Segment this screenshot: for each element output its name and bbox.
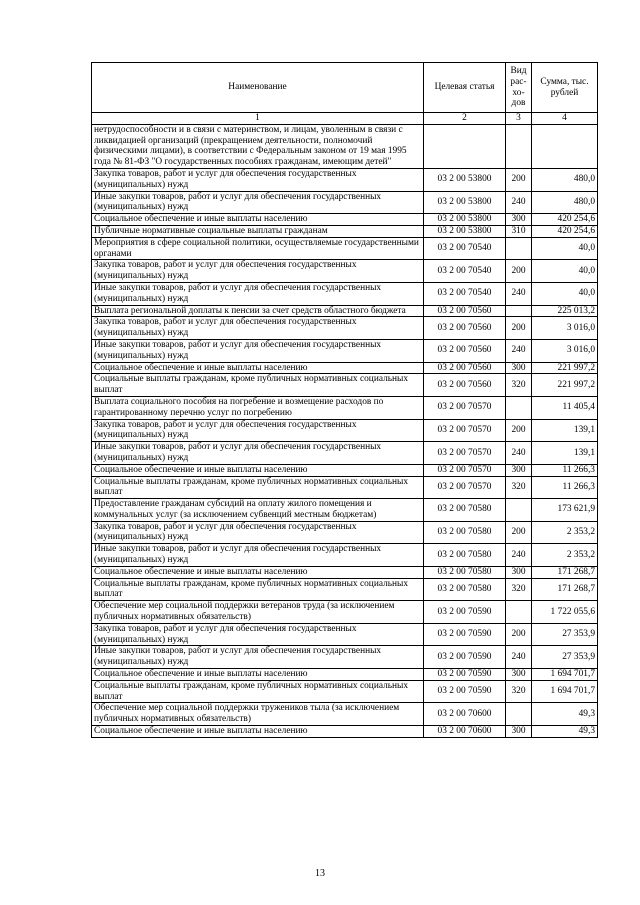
row-code: 03 2 00 70560 <box>424 305 506 317</box>
row-kind <box>506 601 532 624</box>
row-sum: 40,0 <box>532 282 598 305</box>
row-kind: 240 <box>506 191 532 214</box>
row-sum: 171 268,7 <box>532 578 598 601</box>
row-code: 03 2 00 70590 <box>424 669 506 681</box>
row-kind: 320 <box>506 476 532 499</box>
table-row <box>92 237 598 260</box>
row-kind: 300 <box>506 214 532 226</box>
page-number: 13 <box>315 868 325 879</box>
table-row <box>92 442 598 465</box>
table-row <box>92 646 598 669</box>
row-code: 03 2 00 70590 <box>424 680 506 703</box>
header-kind-line: хо- <box>512 87 525 98</box>
table-row <box>92 168 598 191</box>
row-kind: 300 <box>506 362 532 374</box>
row-sum: 2 353,2 <box>532 521 598 544</box>
row-kind: 200 <box>506 260 532 283</box>
row-kind <box>506 305 532 317</box>
table-row <box>92 680 598 703</box>
row-code: 03 2 00 70560 <box>424 317 506 340</box>
header-code: Целевая статья <box>424 63 506 113</box>
row-name: Социальное обеспечение и иные выплаты населению <box>92 464 424 476</box>
row-kind: 300 <box>506 669 532 681</box>
row-code: 03 2 00 70570 <box>424 476 506 499</box>
row-name: Обеспечение мер социальной поддержки ветеранов труда (за исключением публичных нормативных обязательств) <box>92 601 424 624</box>
row-name: Закупка товаров, работ и услуг для обеспечения государственных (муниципальных) нужд <box>92 521 424 544</box>
column-number: 3 <box>506 113 532 125</box>
row-kind: 240 <box>506 339 532 362</box>
row-name: Социальные выплаты гражданам, кроме публичных нормативных социальных выплат <box>92 476 424 499</box>
row-kind: 240 <box>506 646 532 669</box>
table-row <box>92 703 598 726</box>
table-row <box>92 362 598 374</box>
row-code: 03 2 00 70540 <box>424 237 506 260</box>
table-row <box>92 669 598 681</box>
budget-table <box>91 62 598 738</box>
row-name: Социальные выплаты гражданам, кроме публичных нормативных социальных выплат <box>92 680 424 703</box>
table-row <box>92 464 598 476</box>
row-name: Публичные нормативные социальные выплаты гражданам <box>92 225 424 237</box>
header-kind-line: рас- <box>510 76 527 87</box>
row-kind: 320 <box>506 374 532 397</box>
row-kind <box>506 396 532 419</box>
row-code: 03 2 00 70560 <box>424 362 506 374</box>
table-row <box>92 544 598 567</box>
row-name: Иные закупки товаров, работ и услуг для обеспечения государственных (муниципальных) нужд <box>92 282 424 305</box>
row-sum: 27 353,9 <box>532 646 598 669</box>
header-kind <box>506 63 532 113</box>
continuation-row <box>92 124 598 168</box>
table-row <box>92 214 598 226</box>
row-sum: 139,1 <box>532 442 598 465</box>
row-kind: 200 <box>506 623 532 646</box>
table-row <box>92 374 598 397</box>
row-name: Социальные выплаты гражданам, кроме публичных нормативных социальных выплат <box>92 374 424 397</box>
row-name: Иные закупки товаров, работ и услуг для обеспечения государственных (муниципальных) нужд <box>92 191 424 214</box>
continuation-code-cell <box>424 124 506 168</box>
column-number-row <box>92 113 598 125</box>
table-row <box>92 601 598 624</box>
row-name: Иные закупки товаров, работ и услуг для обеспечения государственных (муниципальных) нужд <box>92 442 424 465</box>
row-sum: 3 016,0 <box>532 317 598 340</box>
table-row <box>92 282 598 305</box>
table-row <box>92 339 598 362</box>
row-sum: 11 405,4 <box>532 396 598 419</box>
row-code: 03 2 00 53800 <box>424 191 506 214</box>
row-sum: 1 722 055,6 <box>532 601 598 624</box>
row-code: 03 2 00 70570 <box>424 396 506 419</box>
row-name: Закупка товаров, работ и услуг для обеспечения государственных (муниципальных) нужд <box>92 623 424 646</box>
row-name: Предоставление гражданам субсидий на оплату жилого помещения и коммунальных услуг (за исключением субвенций местным бюджетам) <box>92 499 424 522</box>
table-row <box>92 317 598 340</box>
row-sum: 139,1 <box>532 419 598 442</box>
row-sum: 1 694 701,7 <box>532 680 598 703</box>
row-code: 03 2 00 53800 <box>424 168 506 191</box>
row-name: Выплата социального пособия на погребение и возмещение расходов по гарантированному перечню услуг по погребению <box>92 396 424 419</box>
row-sum: 225 013,2 <box>532 305 598 317</box>
table-row <box>92 225 598 237</box>
row-name: Мероприятия в сфере социальной политики, осуществляемые государственными органами <box>92 237 424 260</box>
row-sum: 420 254,6 <box>532 225 598 237</box>
row-code: 03 2 00 70560 <box>424 374 506 397</box>
column-number: 4 <box>532 113 598 125</box>
table-row <box>92 396 598 419</box>
row-name: Социальное обеспечение и иные выплаты населению <box>92 726 424 738</box>
column-number: 1 <box>92 113 424 125</box>
column-number: 2 <box>424 113 506 125</box>
row-sum: 11 266,3 <box>532 476 598 499</box>
row-name: Социальное обеспечение и иные выплаты населению <box>92 214 424 226</box>
continuation-sum-cell <box>532 124 598 168</box>
header-sum: Сумма, тыс. рублей <box>532 63 598 113</box>
row-kind: 200 <box>506 419 532 442</box>
row-kind <box>506 237 532 260</box>
header-name: Наименование <box>92 63 424 113</box>
row-code: 03 2 00 70590 <box>424 623 506 646</box>
row-code: 03 2 00 70580 <box>424 544 506 567</box>
row-sum: 173 621,9 <box>532 499 598 522</box>
row-sum: 49,3 <box>532 703 598 726</box>
table-row <box>92 260 598 283</box>
row-name: Закупка товаров, работ и услуг для обеспечения государственных (муниципальных) нужд <box>92 317 424 340</box>
row-code: 03 2 00 70580 <box>424 578 506 601</box>
row-name: Социальное обеспечение и иные выплаты населению <box>92 566 424 578</box>
row-code: 03 2 00 70580 <box>424 521 506 544</box>
row-kind: 200 <box>506 317 532 340</box>
row-code: 03 2 00 70590 <box>424 646 506 669</box>
table-row <box>92 521 598 544</box>
row-kind: 320 <box>506 578 532 601</box>
table-row <box>92 726 598 738</box>
row-kind: 310 <box>506 225 532 237</box>
header-kind-line: дов <box>511 98 526 109</box>
row-sum: 11 266,3 <box>532 464 598 476</box>
row-sum: 40,0 <box>532 260 598 283</box>
row-name: Социальные выплаты гражданам, кроме публичных нормативных социальных выплат <box>92 578 424 601</box>
row-code: 03 2 00 70540 <box>424 282 506 305</box>
continuation-text: нетрудоспособности и в связи с материнством, и лицам, уволенным в связи с ликвидацией организаций (прекращением деятельности, полномочий физическими лицами), в соответствии с Федеральным законом от 19 мая 1995 года № 81-ФЗ "О государственных пособиях гражданам, имеющим детей" <box>92 124 424 168</box>
row-code: 03 2 00 53800 <box>424 225 506 237</box>
row-kind: 240 <box>506 282 532 305</box>
row-name: Выплата региональной доплаты к пенсии за счет средств областного бюджета <box>92 305 424 317</box>
table-row <box>92 305 598 317</box>
row-sum: 171 268,7 <box>532 566 598 578</box>
table-row <box>92 499 598 522</box>
row-kind <box>506 499 532 522</box>
header-row <box>92 63 598 113</box>
row-code: 03 2 00 53800 <box>424 214 506 226</box>
row-sum: 420 254,6 <box>532 214 598 226</box>
row-name: Обеспечение мер социальной поддержки тружеников тыла (за исключением публичных нормативных обязательств) <box>92 703 424 726</box>
row-sum: 1 694 701,7 <box>532 669 598 681</box>
row-name: Социальное обеспечение и иные выплаты населению <box>92 362 424 374</box>
table-row <box>92 191 598 214</box>
row-name: Закупка товаров, работ и услуг для обеспечения государственных (муниципальных) нужд <box>92 260 424 283</box>
row-kind: 240 <box>506 442 532 465</box>
row-kind: 240 <box>506 544 532 567</box>
row-kind: 300 <box>506 726 532 738</box>
row-sum: 49,3 <box>532 726 598 738</box>
row-sum: 480,0 <box>532 168 598 191</box>
row-code: 03 2 00 70580 <box>424 499 506 522</box>
row-sum: 27 353,9 <box>532 623 598 646</box>
row-name: Иные закупки товаров, работ и услуг для обеспечения государственных (муниципальных) нужд <box>92 646 424 669</box>
row-sum: 480,0 <box>532 191 598 214</box>
row-code: 03 2 00 70570 <box>424 419 506 442</box>
row-code: 03 2 00 70560 <box>424 339 506 362</box>
continuation-kind-cell <box>506 124 532 168</box>
row-sum: 221 997,2 <box>532 362 598 374</box>
table-row <box>92 476 598 499</box>
table-body <box>92 124 598 737</box>
header-kind-line: Вид <box>510 65 527 76</box>
row-sum: 3 016,0 <box>532 339 598 362</box>
row-code: 03 2 00 70600 <box>424 726 506 738</box>
table-row <box>92 623 598 646</box>
row-name: Закупка товаров, работ и услуг для обеспечения государственных (муниципальных) нужд <box>92 168 424 191</box>
row-sum: 2 353,2 <box>532 544 598 567</box>
row-kind <box>506 703 532 726</box>
row-code: 03 2 00 70590 <box>424 601 506 624</box>
table-row <box>92 419 598 442</box>
row-code: 03 2 00 70540 <box>424 260 506 283</box>
row-sum: 40,0 <box>532 237 598 260</box>
table-row <box>92 566 598 578</box>
row-code: 03 2 00 70600 <box>424 703 506 726</box>
row-name: Закупка товаров, работ и услуг для обеспечения государственных (муниципальных) нужд <box>92 419 424 442</box>
row-kind: 300 <box>506 464 532 476</box>
row-code: 03 2 00 70570 <box>424 442 506 465</box>
row-kind: 300 <box>506 566 532 578</box>
row-name: Иные закупки товаров, работ и услуг для обеспечения государственных (муниципальных) нужд <box>92 544 424 567</box>
row-name: Иные закупки товаров, работ и услуг для обеспечения государственных (муниципальных) нужд <box>92 339 424 362</box>
row-code: 03 2 00 70580 <box>424 566 506 578</box>
row-kind: 200 <box>506 168 532 191</box>
table-row <box>92 578 598 601</box>
row-sum: 221 997,2 <box>532 374 598 397</box>
row-kind: 320 <box>506 680 532 703</box>
row-kind: 200 <box>506 521 532 544</box>
row-name: Социальное обеспечение и иные выплаты населению <box>92 669 424 681</box>
row-code: 03 2 00 70570 <box>424 464 506 476</box>
